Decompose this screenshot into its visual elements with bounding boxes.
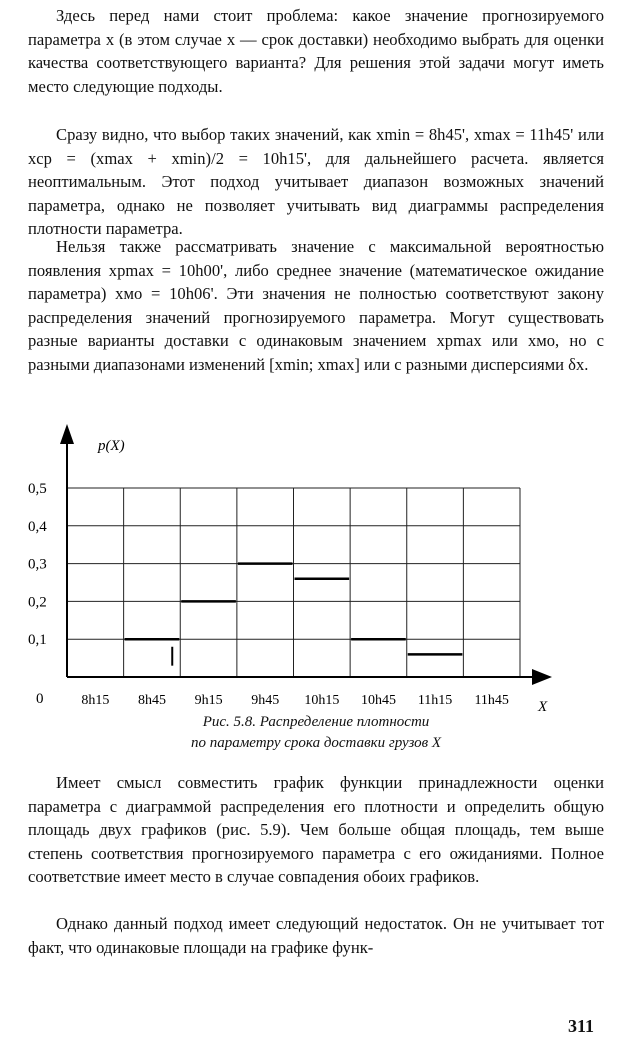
- density-histogram: [20, 420, 612, 720]
- figure-caption-line-1: Рис. 5.8. Распределение плотности: [202, 714, 430, 730]
- x-tick-label: 8h45: [137, 693, 166, 708]
- y-tick-label: 0,1: [28, 632, 47, 649]
- figure-caption-line-2: по параметру срока доставки грузов X: [190, 735, 442, 751]
- x-axis-arrow: [532, 669, 552, 685]
- y-tick-label: 0,5: [28, 481, 47, 497]
- density-distribution-figure: [20, 420, 612, 720]
- x-tick-label: 9h45: [251, 693, 280, 708]
- x-tick-label: 11h45: [474, 693, 509, 708]
- y-tick-label: 0,2: [28, 594, 47, 611]
- x-tick-label: 11h15: [417, 693, 453, 708]
- paragraph-combine-graphs: Имеет смысл совместить график функции принадлежности оценки параметра с диаграммой распределения его плотности и определить общую площадь двух графиков (рис. 5.9). Чем больше общая площадь, тем выше степень соответствия прогнозируемого параметра с его ожиданиями. Полное соответствие имеет место в случае совпадения обоих графиков.: [28, 773, 604, 886]
- y-origin-label: 0: [36, 691, 44, 707]
- y-axis-arrow: [60, 424, 74, 444]
- figure-caption: [0, 712, 632, 754]
- y-axis-label: p(X): [98, 438, 125, 454]
- x-tick-label: 8h15: [81, 693, 110, 708]
- paragraph-problem: Здесь перед нами стоит проблема: какое значение прогнозируемого параметра x (в этом случае x — срок доставки) необходимо выбрать для оценки качества соответствующего варианта? Для решения этой задачи могут иметь место следующие подходы.: [28, 6, 604, 96]
- x-axis-label: X: [538, 699, 548, 715]
- y-tick-label: 0,3: [28, 556, 47, 573]
- x-tick-label: 10h45: [360, 693, 396, 708]
- y-tick-label: 0,4: [28, 518, 47, 535]
- paragraph-min-max-approach: Сразу видно, что выбор таких значений, как xmin = 8h45', xmax = 11h45' или xср = (xmax + xmin)/2 = 10h15', для дальнейшего расчета. является неоптимальным. Этот подход учитывает диапазон возможных значений параметра, однако не позволяет учитывать вид диаграммы распределения плотности параметра.: [28, 125, 604, 238]
- paragraph-drawback: Однако данный подход имеет следующий недостаток. Он не учитывает тот факт, что одинаковые площади на графике функ-: [28, 914, 604, 957]
- x-tick-label: 10h15: [304, 693, 340, 708]
- x-tick-label: 9h15: [194, 693, 223, 708]
- paragraph-max-probability-approach: Нельзя также рассматривать значение с максимальной вероятностью появления xpmax = 10h00', либо среднее значение (математическое ожидание параметра) xмо = 10h06'. Эти значения не полностью соответствуют закону распределения значений прогнозируемого параметра. Могут существовать разные варианты доставки с одинаковым значением xpmax или xмо, но с разными диапазонами изменений [xmin; xmax] или с разными дисперсиями δx.: [28, 237, 604, 374]
- page-number: 311: [567, 1016, 594, 1036]
